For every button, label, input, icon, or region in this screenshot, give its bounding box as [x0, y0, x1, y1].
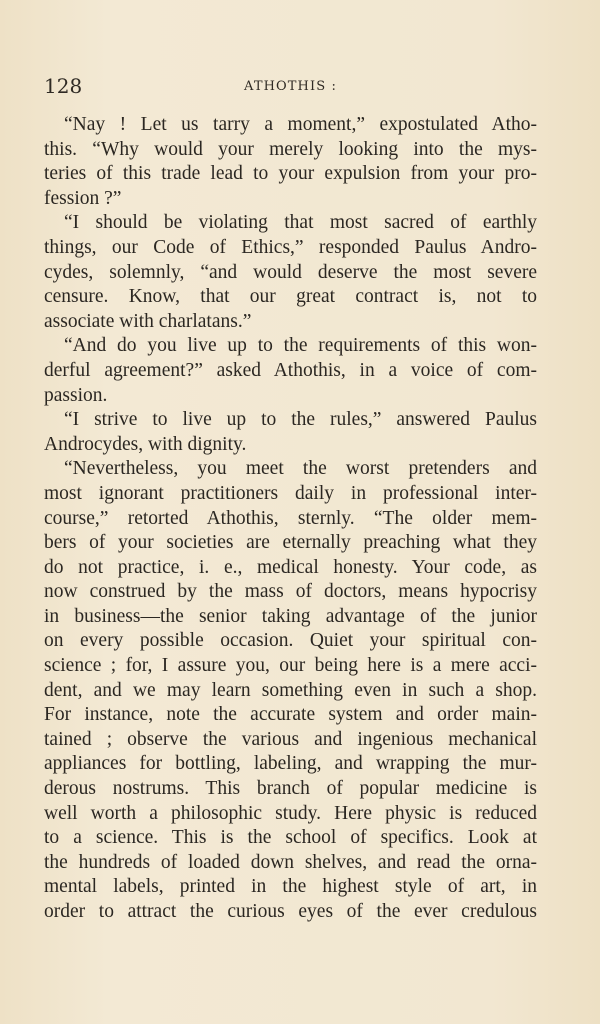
- text-line: For instance, note the accurate system and order main-: [44, 704, 537, 726]
- text-line: things, our Code of Ethics,” responded Paulus Andro-: [44, 236, 537, 258]
- text-line: to a science. This is the school of specifics. Look at: [44, 827, 537, 849]
- text-line: in business—the senior taking advantage of the junior: [44, 605, 537, 627]
- text-line: bers of your societies are eternally preaching what they: [44, 532, 537, 554]
- text-line: now construed by the mass of doctors, means hypocrisy: [44, 581, 537, 603]
- text-line: “And do you live up to the requirements of this won-: [64, 335, 537, 357]
- text-line: “I should be violating that most sacred of earthly: [64, 212, 537, 234]
- text-line: fession ?”: [44, 187, 122, 209]
- text-line: tained ; observe the various and ingenious mechanical: [44, 728, 537, 750]
- body-text: [44, 113, 537, 925]
- page-header: [44, 72, 537, 102]
- text-line: the hundreds of loaded down shelves, and read the orna-: [44, 851, 537, 873]
- text-line: most ignorant practitioners daily in professional inter-: [44, 482, 537, 504]
- text-line: do not practice, i. e., medical honesty. Your code, as: [44, 556, 537, 578]
- text-line: on every possible occasion. Quiet your spiritual con-: [44, 630, 537, 652]
- text-line: mental labels, printed in the highest style of art, in: [44, 876, 537, 898]
- text-line: appliances for bottling, labeling, and wrapping the mur-: [44, 753, 537, 775]
- text-line: course,” retorted Athothis, sternly. “The older mem-: [44, 507, 537, 529]
- text-line: order to attract the curious eyes of the ever credulous: [44, 901, 537, 922]
- text-line: this. “Why would your merely looking into the mys-: [44, 138, 537, 160]
- text-line: passion.: [44, 384, 108, 406]
- text-line: censure. Know, that our great contract is, not to: [44, 286, 537, 308]
- text-line: dent, and we may learn something even in such a shop.: [44, 679, 537, 701]
- text-line: associate with charlatans.”: [44, 310, 252, 332]
- text-line: “I strive to live up to the rules,” answered Paulus: [64, 409, 537, 431]
- page-number: 128: [44, 74, 83, 98]
- text-line: “Nevertheless, you meet the worst pretenders and: [64, 458, 537, 480]
- text-line: “Nay ! Let us tarry a moment,” expostulated Atho-: [64, 114, 537, 135]
- text-line: Androcydes, with dignity.: [44, 433, 247, 455]
- text-line: cydes, solemnly, “and would deserve the most severe: [44, 261, 537, 283]
- text-line: science ; for, I assure you, our being here is a mere acci-: [44, 655, 537, 677]
- text-line: derous nostrums. This branch of popular medicine is: [44, 778, 537, 800]
- text-line: derful agreement?” asked Athothis, in a voice of com-: [44, 359, 537, 381]
- running-head: ATHOTHIS :: [244, 79, 337, 94]
- text-line: well worth a philosophic study. Here physic is reduced: [44, 802, 537, 824]
- text-line: teries of this trade lead to your expulsion from your pro-: [44, 163, 537, 185]
